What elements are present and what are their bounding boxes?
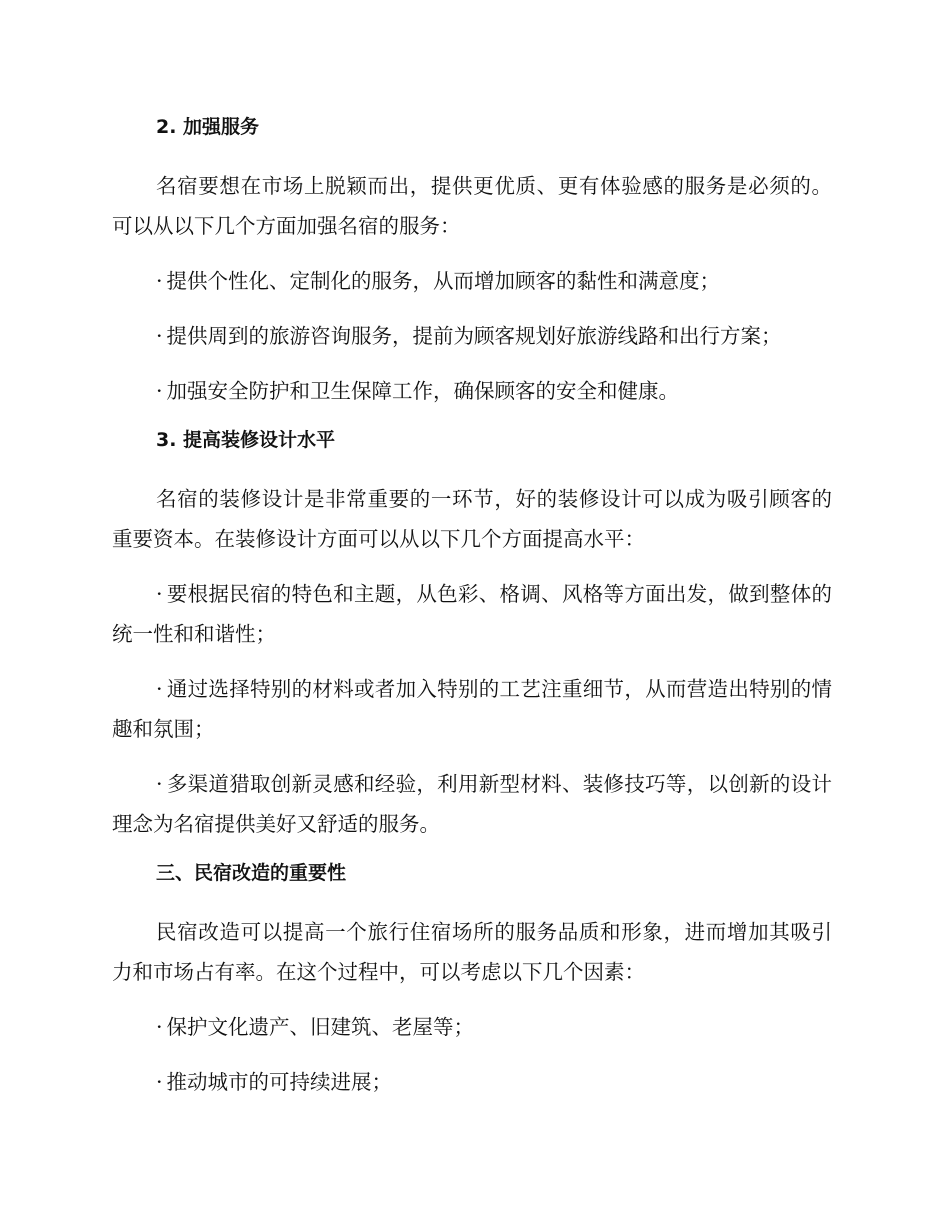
bullet-dot: ·: [156, 772, 163, 796]
paragraph: 名宿的装修设计是非常重要的一环节，好的装修设计可以成为吸引顾客的重要资本。在装修设计方面可以从以下几个方面提高水平：: [112, 487, 832, 551]
bullet-text: 通过选择特别的材料或者加入特别的工艺注重细节，从而营造出特别的情趣和氛围；: [112, 677, 832, 741]
bullet-dot: ·: [156, 582, 163, 606]
bullet-text: 保护文化遗产、旧建筑、老屋等；: [166, 1015, 475, 1039]
paragraph: 名宿要想在市场上脱颖而出，提供更优质、更有体验感的服务是必须的。可以从以下几个方面加强名宿的服务：: [112, 174, 832, 238]
bullet-item: [112, 669, 832, 749]
bullet-text: 要根据民宿的特色和主题，从色彩、格调、风格等方面出发，做到整体的统一性和和谐性；: [112, 582, 832, 646]
bullet-dot: ·: [156, 677, 163, 701]
bullet-dot: ·: [156, 324, 163, 348]
section-heading: 三、民宿改造的重要性: [156, 862, 347, 884]
bullet-text: 多渠道猎取创新灵感和经验，利用新型材料、装修技巧等，以创新的设计理念为名宿提供美好又舒适的服务。: [112, 772, 832, 836]
bullet-item: [112, 371, 832, 411]
bullet-item: [112, 261, 832, 301]
document-body: [112, 113, 832, 1117]
section-heading: 3. 提高装修设计水平: [156, 429, 336, 451]
section-heading: 2. 加强服务: [156, 116, 260, 138]
bullet-item: [112, 764, 832, 844]
bullet-text: 推动城市的可持续进展；: [166, 1070, 393, 1094]
bullet-text: 提供周到的旅游咨询服务，提前为顾客规划好旅游线路和出行方案；: [166, 324, 782, 348]
bullet-dot: ·: [156, 1015, 163, 1039]
paragraph: 民宿改造可以提高一个旅行住宿场所的服务品质和形象，进而增加其吸引力和市场占有率。在这个过程中，可以考虑以下几个因素：: [112, 920, 832, 984]
bullet-item: [112, 316, 832, 356]
bullet-text: 加强安全防护和卫生保障工作，确保顾客的安全和健康。: [166, 379, 680, 403]
bullet-dot: ·: [156, 269, 163, 293]
bullet-dot: ·: [156, 379, 163, 403]
bullet-text: 提供个性化、定制化的服务，从而增加顾客的黏性和满意度；: [166, 269, 721, 293]
bullet-item: [112, 1007, 832, 1047]
bullet-dot: ·: [156, 1070, 163, 1094]
bullet-item: [112, 1062, 832, 1102]
bullet-item: [112, 574, 832, 654]
